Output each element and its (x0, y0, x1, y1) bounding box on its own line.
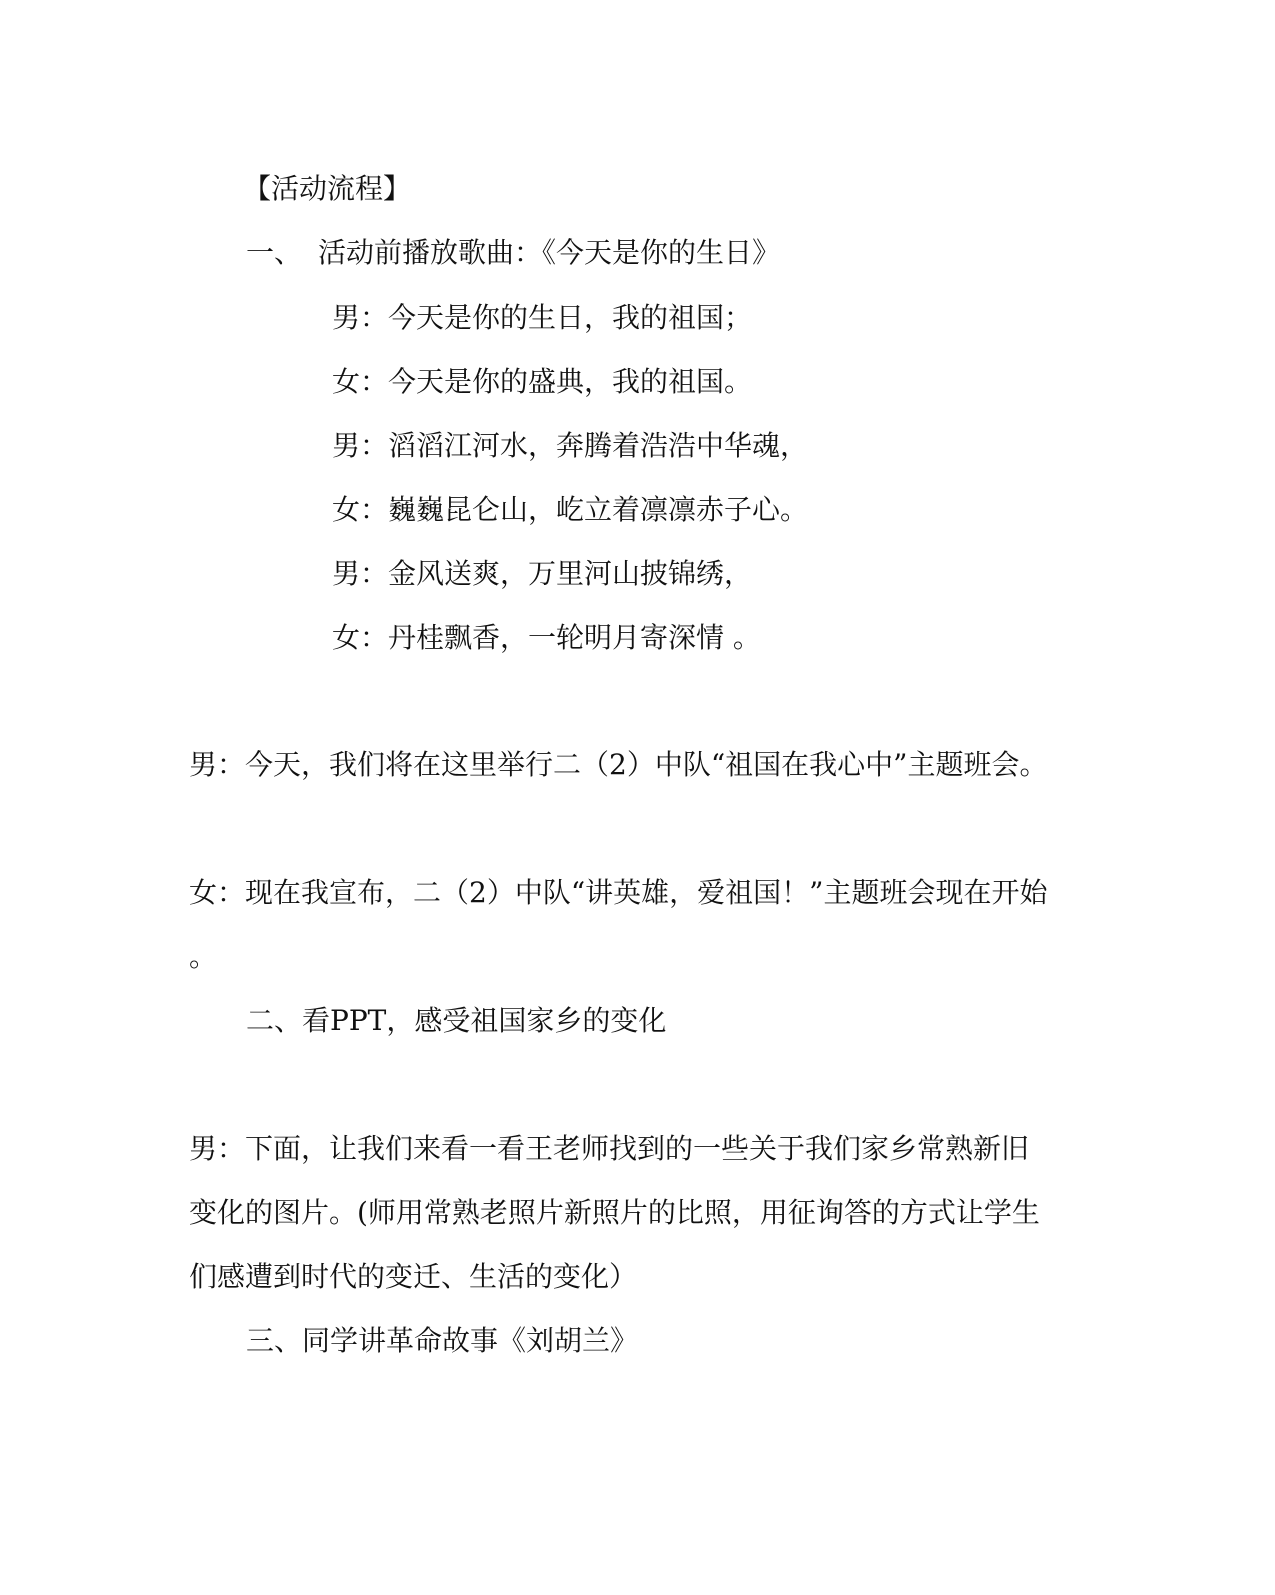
lyric-line: 女：丹桂飘香，一轮明月寄深情 。 (332, 621, 761, 654)
lyric-line: 女：巍巍昆仑山，屹立着凛凛赤子心。 (332, 493, 809, 526)
paragraph-male-ppt-line: 们感遭到时代的变迁、生活的变化） (189, 1260, 638, 1293)
step1-text: 活动前播放歌曲：《今天是你的生日》 (318, 236, 781, 269)
paragraph-male-intro: 男：今天，我们将在这里举行二（2）中队“祖国在我心中”主题班会。 (189, 748, 1048, 781)
lyric-line: 男：金风送爽，万里河山披锦绣， (332, 557, 753, 590)
step2-heading: 二、看PPT，感受祖国家乡的变化 (246, 1004, 667, 1037)
paragraph-male-ppt-line: 男：下面，让我们来看一看王老师找到的一些关于我们家乡常熟新旧 (189, 1132, 1030, 1165)
paragraph-female-announce-end: 。 (189, 940, 218, 973)
section-heading: 【活动流程】 (243, 172, 412, 205)
lyric-line: 男：滔滔江河水，奔腾着浩浩中华魂， (332, 429, 809, 462)
paragraph-female-announce: 女：现在我宣布，二（2）中队“讲英雄，爱祖国！”主题班会现在开始 (189, 876, 1048, 909)
lyric-line: 女：今天是你的盛典，我的祖国。 (332, 365, 753, 398)
step1-heading (246, 237, 780, 269)
step3-heading: 三、同学讲革命故事《刘胡兰》 (246, 1324, 639, 1357)
step1-number: 一、 (246, 236, 303, 269)
paragraph-male-ppt-line: 变化的图片。(师用常熟老照片新照片的比照，用征询答的方式让学生 (189, 1196, 1040, 1229)
lyric-line: 男：今天是你的生日，我的祖国； (332, 301, 753, 334)
